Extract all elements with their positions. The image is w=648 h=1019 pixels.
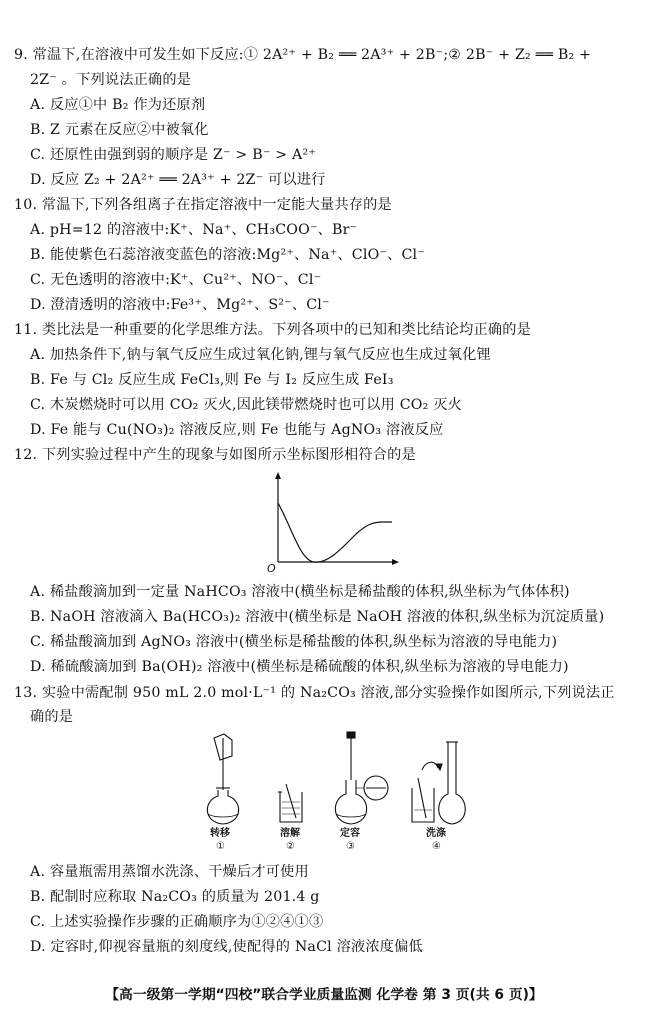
step-3-number: ③ <box>346 841 355 852</box>
q9-stem-line1: 9. 常温下,在溶液中可发生如下反应:① 2A²⁺ + B₂ ══ 2A³⁺ + 2B⁻;② 2B⁻ + Z₂ ══ B₂ + <box>14 47 592 63</box>
q9-option-d: D. 反应 Z₂ + 2A²⁺ ══ 2A³⁺ + 2Z⁻ 可以进行 <box>30 172 326 188</box>
q11-option-c: C. 木炭燃烧时可以用 CO₂ 灭火,因此镁带燃烧时也可以用 CO₂ 灭火 <box>30 397 462 413</box>
q13-option-a: A. 容量瓶需用蒸馏水洗涤、干燥后才可使用 <box>30 864 309 880</box>
q11-stem: 11. 类比法是一种重要的化学思维方法。下列各项中的已知和类比结论均正确的是 <box>14 322 532 338</box>
step-4-name: 洗涤 <box>426 828 446 839</box>
step-1-number: ① <box>216 841 225 852</box>
q13-option-c: C. 上述实验操作步骤的正确顺序为①②④①③ <box>30 914 324 930</box>
x-axis-arrow <box>392 559 399 565</box>
q12-option-a: A. 稀盐酸滴加到一定量 NaHCO₃ 溶液中(横坐标是稀盐酸的体积,纵坐标为气体体积) <box>30 584 570 600</box>
step-dissolve-illustration <box>278 784 302 822</box>
origin-label: O <box>267 562 276 574</box>
q13-option-d: D. 定容时,仰视容量瓶的刻度线,使配得的 NaCl 溶液浓度偏低 <box>30 939 423 955</box>
q13-lab-diagram <box>196 730 472 852</box>
step-2-number: ② <box>286 841 295 852</box>
y-axis-arrow <box>275 472 281 479</box>
q11-option-d: D. Fe 能与 Cu(NO₃)₂ 溶液反应,则 Fe 也能与 AgNO₃ 溶液反应 <box>30 422 444 438</box>
q9-option-c: C. 还原性由强到弱的顺序是 Z⁻ > B⁻ > A²⁺ <box>30 147 317 163</box>
q9-option-b: B. Z 元素在反应②中被氧化 <box>30 122 209 138</box>
q12-option-b: B. NaOH 溶液滴入 Ba(HCO₃)₂ 溶液中(横坐标是 NaOH 溶液的体积,纵坐标为沉淀质量) <box>30 609 605 625</box>
q12-stem: 12. 下列实验过程中产生的现象与如图所示坐标图形相符合的是 <box>14 447 416 463</box>
q10-option-b: B. 能使紫色石蕊溶液变蓝色的溶液:Mg²⁺、Na⁺、ClO⁻、Cl⁻ <box>30 247 425 263</box>
step-4-number: ④ <box>432 841 441 852</box>
q9-option-a: A. 反应①中 B₂ 作为还原剂 <box>30 97 206 113</box>
step-1-name: 转移 <box>210 828 230 839</box>
q9-stem-line2: 2Z⁻ 。下列说法正确的是 <box>30 72 192 88</box>
graph-curve <box>278 503 392 562</box>
q13-stem-line2: 确的是 <box>30 709 74 725</box>
q12-option-d: D. 稀硫酸滴加到 Ba(OH)₂ 溶液中(横坐标是稀硫酸的体积,纵坐标为溶液的导电能力) <box>30 659 569 675</box>
q10-option-a: A. pH=12 的溶液中:K⁺、Na⁺、CH₃COO⁻、Br⁻ <box>30 222 358 238</box>
q13-option-b: B. 配制时应称取 Na₂CO₃ 的质量为 201.4 g <box>30 889 320 905</box>
q11-option-b: B. Fe 与 Cl₂ 反应生成 FeCl₃,则 Fe 与 I₂ 反应生成 FeI₃ <box>30 372 394 388</box>
q13-stem-line1: 13. 实验中需配制 950 mL 2.0 mol·L⁻¹ 的 Na₂CO₃ 溶液,部分实验操作如图所示,下列说法正 <box>14 685 615 701</box>
q10-stem: 10. 常温下,下列各组离子在指定溶液中一定能大量共存的是 <box>14 197 392 213</box>
q10-option-d: D. 澄清透明的溶液中:Fe³⁺、Mg²⁺、S²⁻、Cl⁻ <box>30 297 330 313</box>
step-2-name: 溶解 <box>280 828 300 839</box>
step-transfer-illustration <box>207 734 238 824</box>
step-wash-illustration <box>412 742 465 824</box>
q12-option-c: C. 稀盐酸滴加到 AgNO₃ 溶液中(横坐标是稀盐酸的体积,纵坐标为溶液的导电能力) <box>30 634 558 650</box>
step-fill-to-mark-illustration <box>335 732 388 824</box>
q10-option-c: C. 无色透明的溶液中:K⁺、Cu²⁺、NO⁻、Cl⁻ <box>30 272 322 288</box>
page-footer: 【高一级第一学期“四校”联合学业质量监测 化学卷 第 3 页(共 6 页)】 <box>105 987 543 1003</box>
step-3-name: 定容 <box>340 828 360 839</box>
q12-graph <box>262 468 402 574</box>
q11-option-a: A. 加热条件下,钠与氧气反应生成过氧化钠,锂与氧气反应也生成过氧化锂 <box>30 347 491 363</box>
